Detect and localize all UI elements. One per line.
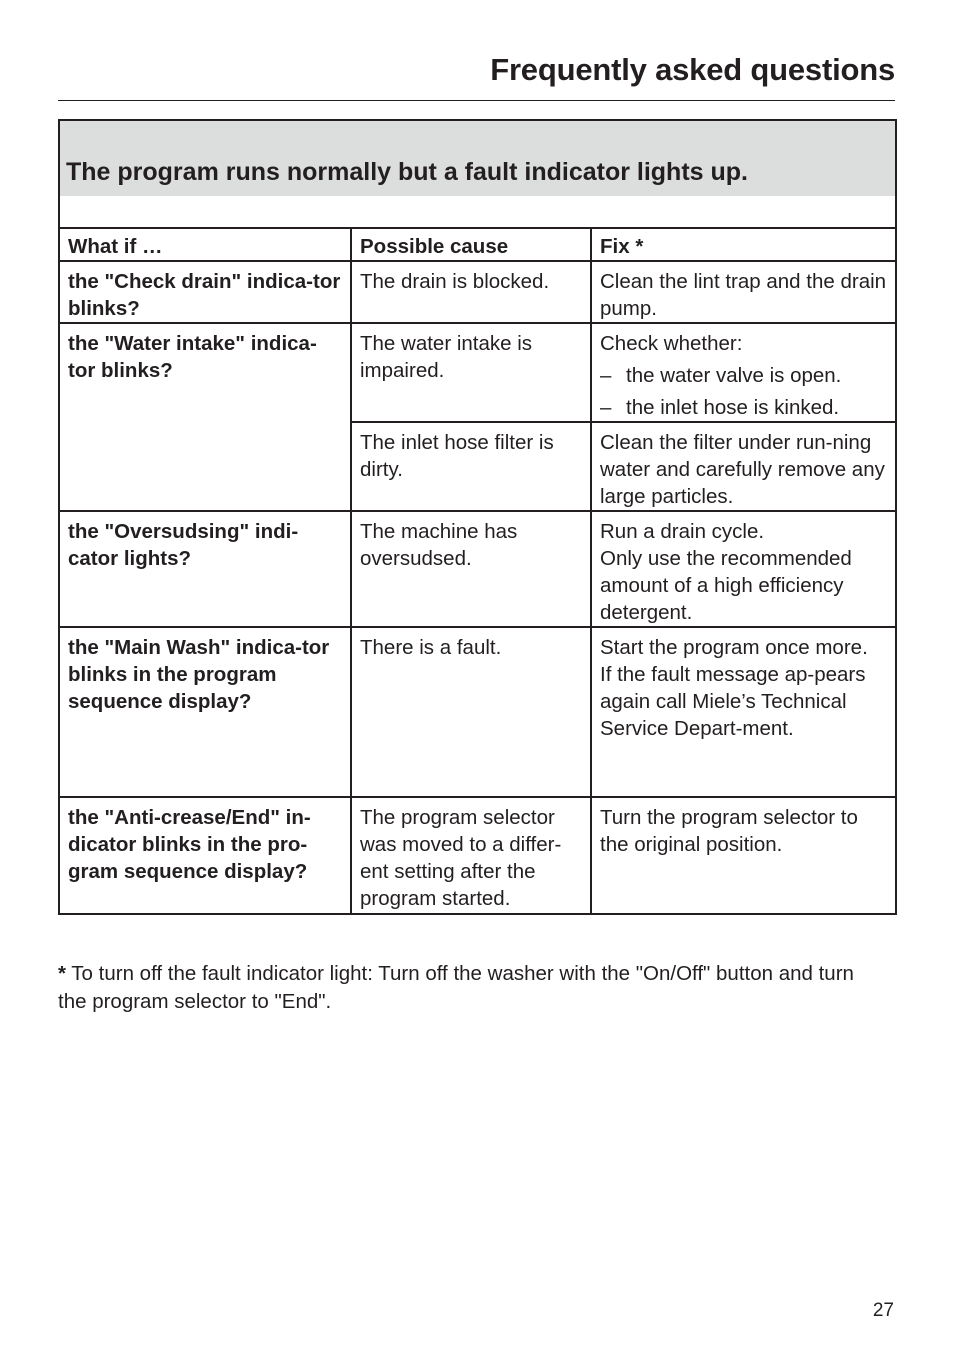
- fix-line: Start the program once more.: [600, 636, 868, 659]
- dash-bullet: –: [600, 364, 612, 387]
- cause-cell: The program selector was moved to a differ-ent setting after the program started.: [351, 797, 591, 914]
- fix-line: Run a drain cycle.: [600, 520, 765, 543]
- fix-cell: Clean the filter under run-ning water and carefully remove any large particles.: [591, 422, 896, 511]
- fix-intro: Check whether:: [600, 332, 743, 355]
- table-row: [59, 261, 896, 323]
- column-header-what-if: What if …: [59, 228, 351, 261]
- what-if-cell: the "Main Wash" indica-tor blinks in the program sequence display?: [59, 627, 351, 797]
- fix-cell: Clean the lint trap and the drain pump.: [591, 261, 896, 323]
- what-if-cell: the "Anti-crease/End" in-dicator blinks in the pro-gram sequence display?: [59, 797, 351, 914]
- section-header-cell: [59, 120, 896, 228]
- page-number: 27: [872, 1300, 894, 1321]
- table-row: [59, 797, 896, 914]
- footnote-marker: *: [58, 962, 66, 985]
- cause-cell: The machine has oversudsed.: [351, 511, 591, 627]
- fix-cell: [591, 511, 896, 627]
- cause-cell: The drain is blocked.: [351, 261, 591, 323]
- fix-line: Only use the recommended amount of a high efficiency detergent.: [600, 547, 852, 624]
- table-row: [59, 627, 896, 797]
- fix-cell: Turn the program selector to the original position.: [591, 797, 896, 914]
- list-item: [600, 394, 887, 421]
- what-if-cell: the "Oversudsing" indi-cator lights?: [59, 511, 351, 627]
- dash-bullet: –: [600, 396, 612, 419]
- cause-cell: There is a fault.: [351, 627, 591, 797]
- page-title: Frequently asked questions: [490, 52, 895, 87]
- footnote: [58, 960, 878, 1016]
- page-header: [58, 50, 895, 101]
- cause-cell: The inlet hose filter is dirty.: [351, 422, 591, 511]
- cause-cell: The water intake is impaired.: [351, 323, 591, 422]
- column-header-row: [59, 228, 896, 261]
- fix-line: If the fault message ap-pears again call Miele’s Technical Service Depart-ment.: [600, 663, 866, 740]
- section-title: The program runs normally but a fault indicator lights up.: [60, 121, 895, 196]
- table-row: [59, 511, 896, 627]
- list-item-text: the water valve is open.: [626, 364, 842, 387]
- fault-table: [58, 119, 897, 915]
- footnote-text: To turn off the fault indicator light: Turn off the washer with the "On/Off" button and turn the program selector to "End".: [58, 962, 854, 1013]
- fix-cell: [591, 323, 896, 422]
- list-item-text: the inlet hose is kinked.: [626, 396, 840, 419]
- column-header-possible-cause: Possible cause: [351, 228, 591, 261]
- list-item: [600, 362, 887, 389]
- column-header-fix: Fix *: [591, 228, 896, 261]
- what-if-cell: the "Check drain" indica-tor blinks?: [59, 261, 351, 323]
- table-row: [59, 323, 896, 422]
- fix-cell: [591, 627, 896, 797]
- what-if-cell: the "Water intake" indica-tor blinks?: [59, 323, 351, 511]
